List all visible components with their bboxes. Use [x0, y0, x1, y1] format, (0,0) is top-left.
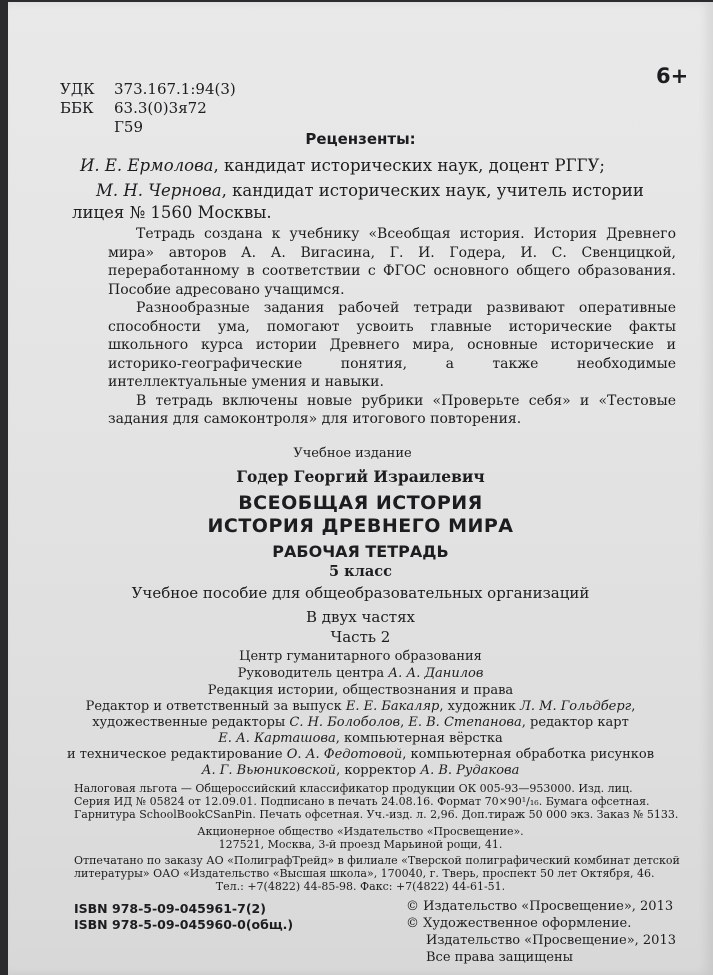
purpose: Учебное пособие для общеобразовательных организаций — [131, 584, 590, 602]
annotation-paragraph-1: Тетрадь создана к учебнику «Всеобщая история. История Древнего мира» авторов А. А. Вигасина, Г. И. Годера, И. С. Свенцицкой, переработанному в соответствии с ФГОС основного общего образования. Пособие адресовано учащимся. — [108, 226, 676, 298]
subtitle: РАБОЧАЯ ТЕТРАДЬ — [272, 542, 449, 561]
bbk-value: 63.3(0)3я72 — [114, 99, 207, 117]
tax-line-1: Налоговая льгота — Общероссийский классификатор продукции ОК 005-93—953000. Изд. лиц. — [74, 782, 633, 795]
copyright-3: Издательство «Просвещение», 2013 — [426, 933, 676, 948]
credits-head: Руководитель центра А. А. Данилов — [237, 666, 484, 681]
copyright-2: © Художественное оформление. — [406, 916, 632, 931]
part-number: Часть 2 — [330, 628, 391, 646]
annotation-paragraph-3: В тетрадь включены новые рубрики «Проверьте себя» и «Тестовые задания для самоконтроля» для итогового повторения. — [108, 392, 676, 427]
credits-technical: и техническое редактирование О. А. Федотовой, компьютерная обработка рисунков — [66, 747, 655, 762]
reviewer-1-info: , кандидат исторических наук, доцент РГГУ; — [213, 156, 605, 175]
printer-line-2: литературы» ОАО «Издательство «Высшая школа», 170040, г. Тверь, проспект 50 лет Октября, 46. — [74, 867, 655, 880]
title-line-1: ВСЕОБЩАЯ ИСТОРИЯ — [238, 492, 483, 514]
edition-type: Учебное издание — [293, 446, 412, 461]
annotation-paragraph-2: Разнообразные задания рабочей тетради развивают оперативные способности ума, помогают усвоить главные исторические факты школьного курса истории Древнего мира, основные исторические и историко-географические понятия, а также необходимые интеллектуальные умения и навыки. — [108, 300, 676, 390]
credits-layout: Е. А. Карташова, компьютерная вёрстка — [218, 731, 503, 746]
reviewer-2 — [96, 180, 644, 201]
copyright-1: © Издательство «Просвещение», 2013 — [406, 899, 674, 914]
reviewer-2-info: , кандидат исторических наук, учитель истории — [221, 181, 644, 200]
publisher-line-1: Акционерное общество «Издательство «Просвещение». — [197, 825, 524, 838]
author-mark: Г59 — [114, 118, 144, 136]
printer-line-3: Тел.: +7(4822) 44-85-98. Факс: +7(4822) 44-61-51. — [215, 880, 506, 893]
title-line-2: ИСТОРИЯ ДРЕВНЕГО МИРА — [207, 515, 514, 537]
reviewers-title: Рецензенты: — [305, 130, 416, 148]
credits-art-editors: художественные редакторы С. Н. Болоболов, Е. В. Степанова, редактор карт — [92, 715, 629, 730]
credits-editor: Редактор и ответственный за выпуск Е. Е. Бакаляр, художник Л. М. Гольдберг, — [85, 699, 636, 714]
annotation — [108, 225, 676, 429]
printer-line-1: Отпечатано по заказу АО «ПолиграфТрейд» в филиале «Тверской полиграфический комбинат детской — [74, 854, 680, 867]
tax-line-3: Гарнитура SchoolBookCSanPin. Печать офсетная. Уч.-изд. л. 2,96. Доп.тираж 50 000 экз. Заказ № 5133. — [74, 808, 679, 821]
reviewer-2-info-cont: лицея № 1560 Москвы. — [72, 203, 272, 222]
author-name: Годер Георгий Израилевич — [236, 467, 485, 486]
age-rating: 6+ — [656, 64, 689, 88]
grade: 5 класс — [329, 563, 392, 580]
udk-label: УДК — [60, 80, 95, 98]
udk-value: 373.167.1:94(3) — [114, 80, 236, 98]
credits-corrector: А. Г. Вьюниковской, корректор А. В. Рудакова — [201, 763, 520, 778]
reviewer-1 — [80, 155, 605, 176]
copyright-4: Все права защищены — [426, 950, 573, 965]
bbk-label: ББК — [60, 99, 94, 117]
credits-department: Редакция истории, обществознания и права — [207, 683, 514, 698]
reviewer-1-name: И. Е. Ермолова — [80, 156, 214, 175]
tax-line-2: Серия ИД № 05824 от 12.09.01. Подписано в печать 24.08.16. Формат 70×90¹/₁₆. Бумага офсетная. — [74, 795, 650, 808]
book-page — [8, 2, 713, 975]
credits-center: Центр гуманитарного образования — [239, 649, 482, 664]
reviewer-2-name: М. Н. Чернова — [96, 181, 222, 200]
isbn-2: ISBN 978-5-09-045960-0(общ.) — [74, 917, 294, 932]
isbn-1: ISBN 978-5-09-045961-7(2) — [74, 901, 266, 916]
classification-codes — [60, 80, 236, 137]
publisher-line-2: 127521, Москва, 3-й проезд Марьиной рощи, 41. — [218, 838, 503, 851]
parts: В двух частях — [305, 608, 415, 626]
